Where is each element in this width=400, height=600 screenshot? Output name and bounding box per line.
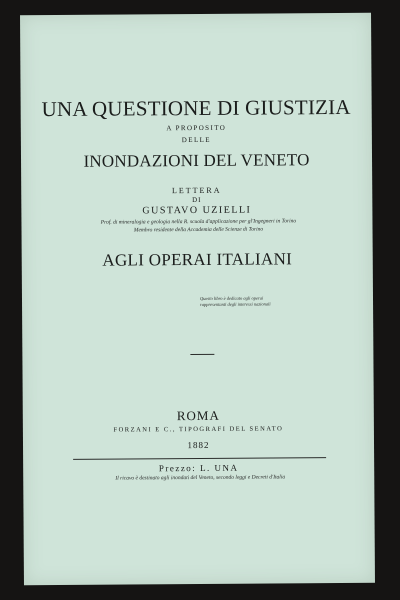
author-name: GUSTAVO UZIELLI bbox=[142, 204, 252, 217]
publication-city: ROMA bbox=[176, 407, 220, 424]
addressee: AGLI OPERAI ITALIANI bbox=[102, 249, 293, 270]
title-line-1: UNA QUESTIONE DI GIUSTIZIA bbox=[41, 94, 351, 122]
divider-short bbox=[190, 354, 214, 355]
author-credit-line-2: Membro residente della Accademia delle Scienze di Torino bbox=[133, 226, 264, 234]
handwritten-note bbox=[200, 295, 340, 308]
subtitle-delle: DELLE bbox=[181, 135, 211, 145]
footnote: Il ricavo è destinato agli inondati del Veneto, secondo leggi e Decreti d'Italia bbox=[115, 474, 286, 482]
note-line-2: rappresentanti degli interessi nazionali bbox=[200, 301, 271, 307]
subtitle-a-proposito: A PROPOSITO bbox=[166, 123, 227, 133]
publication-year: 1882 bbox=[187, 439, 210, 451]
pamphlet-cover bbox=[20, 13, 375, 585]
lettera-label: LETTERA bbox=[171, 185, 222, 196]
di-label: DI bbox=[192, 195, 202, 205]
note-line-1: Questo libro è dedicato agli operai bbox=[199, 295, 264, 301]
title-line-2: INONDAZIONI DEL VENETO bbox=[83, 150, 310, 171]
ink-stain bbox=[301, 23, 361, 49]
publisher: FORZANI E C., TIPOGRAFI DEL SENATO bbox=[113, 425, 284, 434]
divider-long bbox=[73, 457, 326, 460]
author-credit-line-1: Prof. di mineralogia e geologia nella R. scuola d'applicazione per gl'Ingegneri in Torino bbox=[100, 218, 297, 226]
price: Prezzo: L. UNA bbox=[158, 462, 239, 474]
